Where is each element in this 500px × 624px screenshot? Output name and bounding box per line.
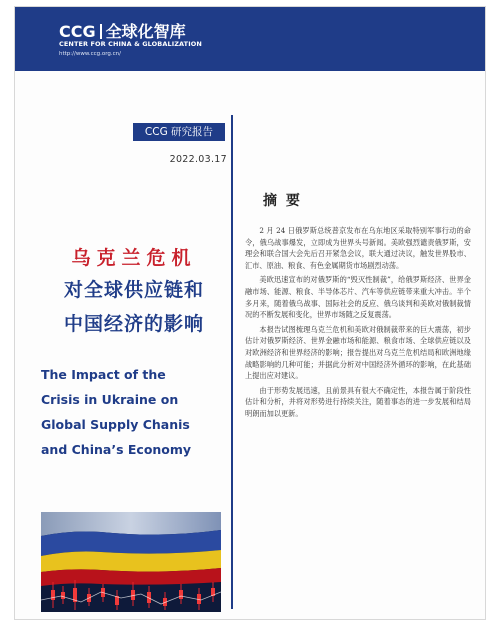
header-banner [15, 7, 485, 71]
abstract-body [245, 225, 471, 423]
abstract-paragraph: 由于形势发展迅速，且前景具有很大不确定性，本报告属于阶段性估计和分析，并将对形势进行持续关注，随着事态的进一步发展和结局明朗而加以更新。 [245, 385, 471, 418]
logo-url: http://www.ccg.org.cn/ [59, 51, 122, 57]
ccg-logo [59, 19, 186, 42]
vertical-divider [231, 115, 233, 609]
title-zh-line-3: 中国经济的影响 [63, 313, 204, 335]
logo-ccg-text: CCG [59, 22, 96, 41]
abstract-paragraph: 美欧迅速宣布的对俄罗斯的“毁灭性制裁”，给俄罗斯经济、世界金融市场、能源、粮食、半导体芯片、汽车等供应链带来重大冲击。半个多月来，随着俄乌战事、国际社会的反应、俄乌谈判和美欧对俄制裁情况的不断发展和变化，世界市场随之反复震荡。 [245, 275, 471, 320]
abstract-paragraph: 2 月 24 日俄罗斯总统普京发布在乌东地区采取特别军事行动的命令，俄乌战事爆发，立即成为世界头号新闻。美欧强烈谴责俄罗斯，安理会和联合国大会先后召开紧急会议，联大通过决议，触发世界股市、汇市、原油、粮食、有色金属期货市场剧烈动荡。 [245, 226, 471, 270]
report-date: 2022.03.17 [169, 154, 227, 165]
report-cover-page [14, 6, 486, 620]
title-zh-line-2: 对全球供应链和 [63, 279, 204, 301]
cover-image-flag-market [41, 512, 221, 612]
report-type-badge: CCG 研究报告 [133, 123, 225, 141]
title-en-line-1: The Impact of the [41, 367, 166, 382]
title-en-line-2: Crisis in Ukraine on [41, 392, 179, 407]
title-en-line-3: Global Supply Chanis [41, 417, 190, 432]
title-zh-line-1: 乌克兰危机 [71, 247, 197, 269]
abstract-paragraph: 本报告试图梳理乌克兰危机和美欧对俄制裁带来的巨大震荡，初步估计对俄罗斯经济、世界金融市场和能源、粮食市场、全球供应链以及对欧洲经济和世界经济的影响；报告提出对乌克兰危机结局和欧洲地缘战略影响的几种可能；并据此分析对中国经济外循环的影响，在此基础上提出应对建议。 [245, 324, 471, 381]
title-en-line-4: and China’s Economy [41, 442, 192, 457]
logo-separator [100, 24, 102, 39]
logo-chinese-text: 全球化智库 [105, 22, 186, 41]
abstract-heading: 摘 要 [263, 193, 302, 209]
logo-english-name: CENTER FOR CHINA & GLOBALIZATION [59, 40, 202, 48]
